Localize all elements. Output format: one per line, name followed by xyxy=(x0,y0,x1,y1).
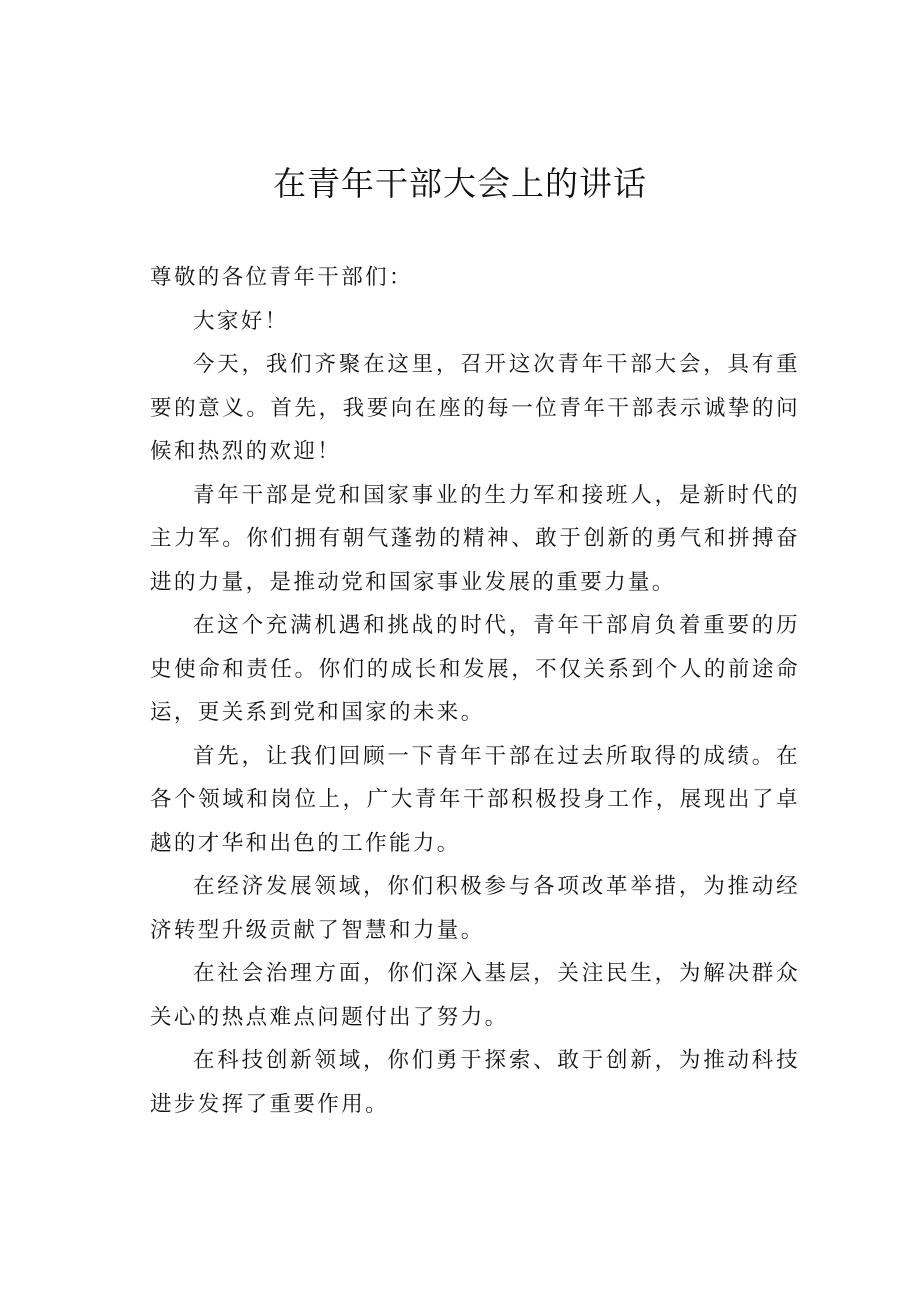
document-body xyxy=(150,256,800,1126)
document-title: 在青年干部大会上的讲话 xyxy=(273,164,647,203)
paragraph-mission: 在这个充满机遇和挑战的时代，青年干部肩负着重要的历史使命和责任。你们的成长和发展，不仅关系到个人的前途命运，更关系到党和国家的未来。 xyxy=(150,613,800,725)
paragraph-technology: 在科技创新领域，你们勇于探索、敢于创新，为推动科技进步发挥了重要作用。 xyxy=(150,1048,800,1117)
paragraph-review: 首先，让我们回顾一下青年干部在过去所取得的成绩。在各个领域和岗位上，广大青年干部积极投身工作，展现出了卓越的才华和出色的工作能力。 xyxy=(150,743,800,856)
paragraph-greeting: 大家好！ xyxy=(193,308,289,334)
paragraph-role: 青年干部是党和国家事业的生力军和接班人，是新时代的主力军。你们拥有朝气蓬勃的精神、敢于创新的勇气和拼搏奋进的力量，是推动党和国家事业发展的重要力量。 xyxy=(150,482,800,595)
paragraph-opening: 今天，我们齐聚在这里，召开这次青年干部大会，具有重要的意义。首先，我要向在座的每一位青年干部表示诚挚的问候和热烈的欢迎！ xyxy=(150,352,800,464)
paragraph-economy: 在经济发展领域，你们积极参与各项改革举措，为推动经济转型升级贡献了智慧和力量。 xyxy=(150,874,800,943)
salutation: 尊敬的各位青年干部们： xyxy=(150,265,413,290)
paragraph-governance: 在社会治理方面，你们深入基层，关注民生，为解决群众关心的热点难点问题付出了努力。 xyxy=(150,961,800,1030)
